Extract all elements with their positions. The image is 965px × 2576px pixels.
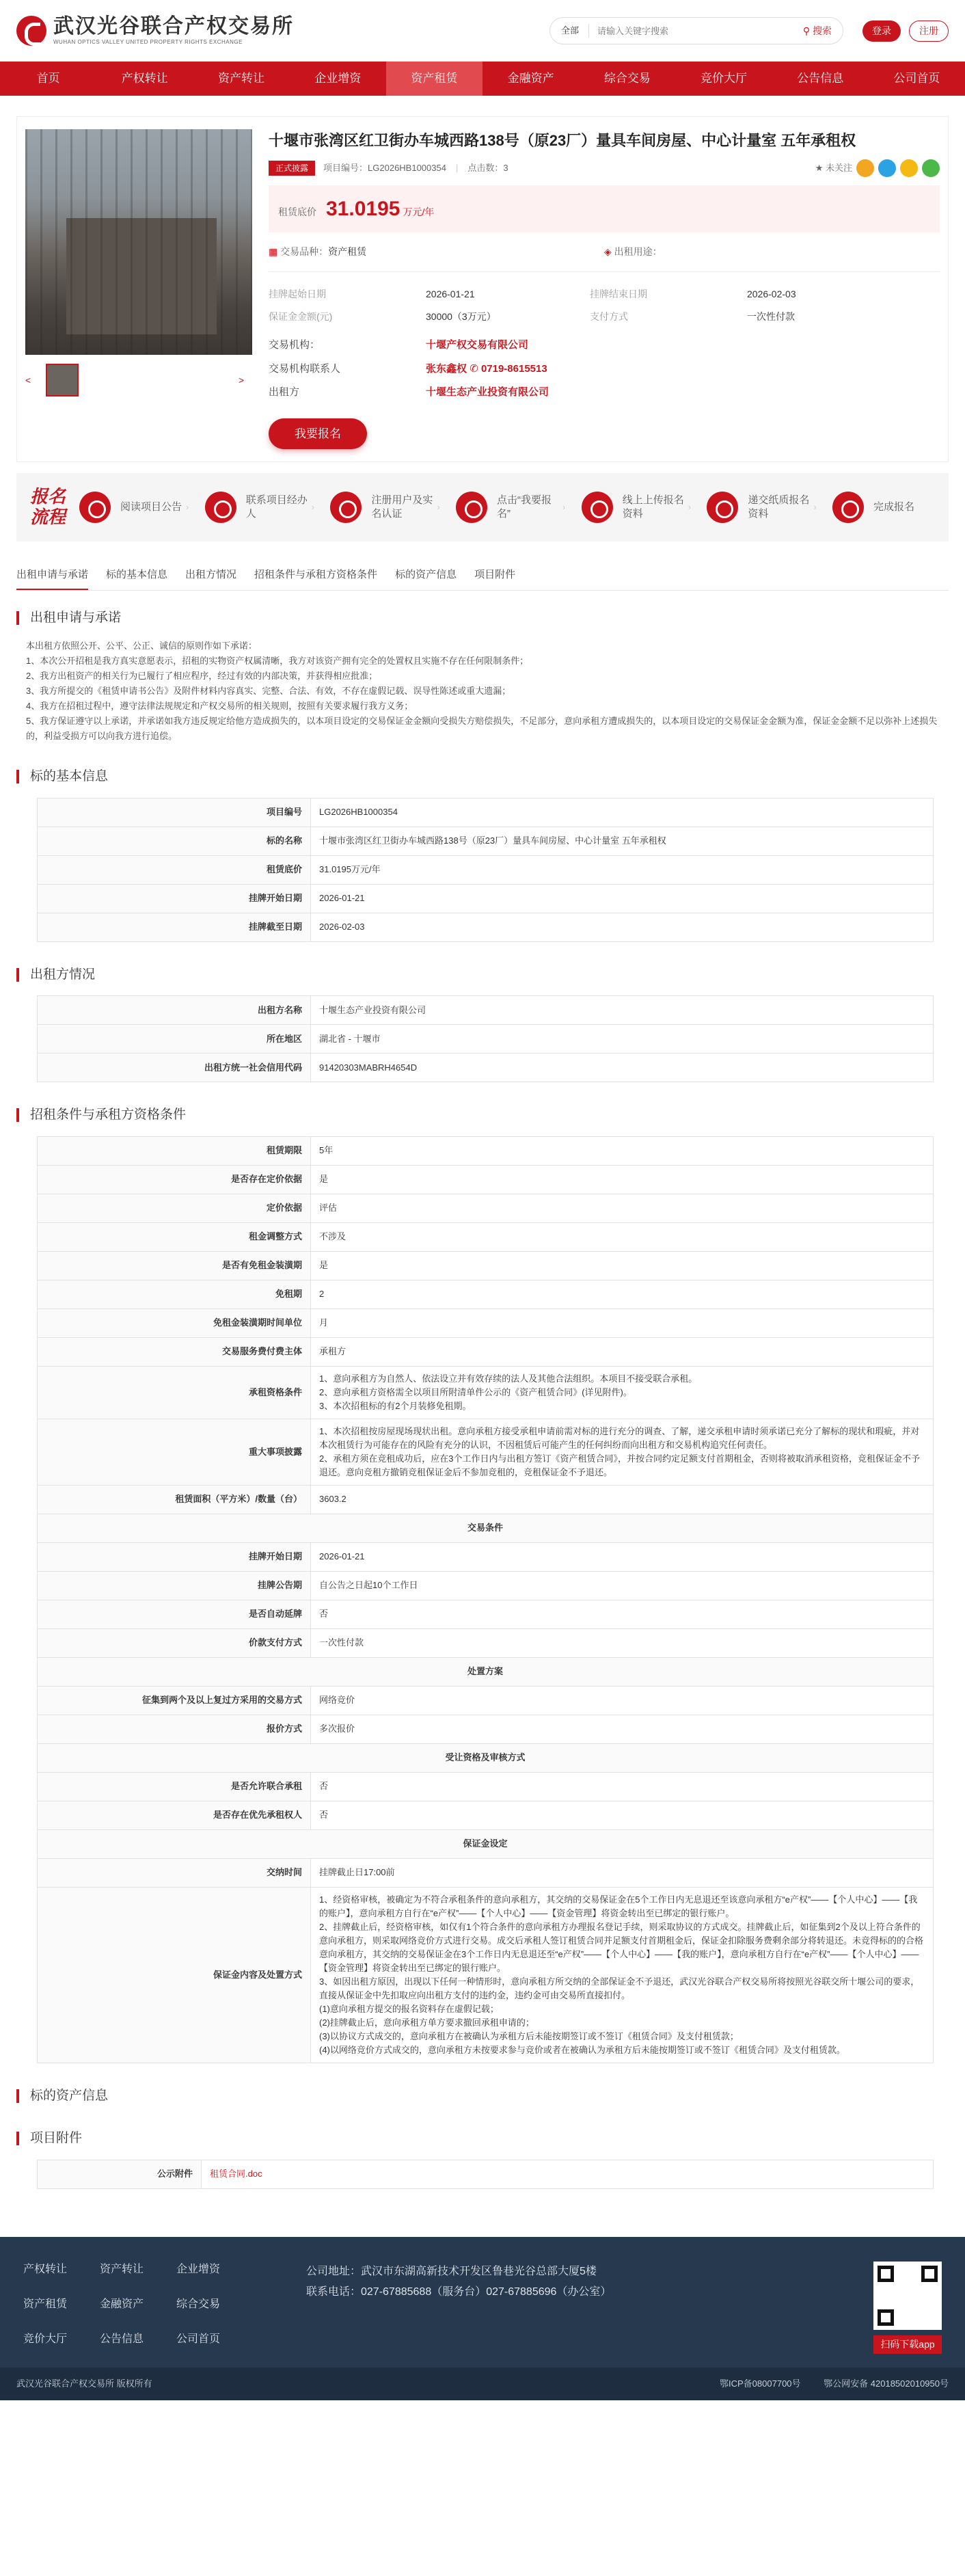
- price-label: 租赁底价: [278, 206, 316, 217]
- product-title: 十堰市张湾区红卫街办车城西路138号（原23厂）量具车间房屋、中心计量室 五年承租权: [269, 132, 856, 149]
- row-label: 挂牌公告期: [38, 1571, 311, 1600]
- section-title: 标的基本信息: [16, 767, 949, 787]
- nav-item-home[interactable]: 首页: [36, 72, 60, 85]
- table-group-row: [38, 1829, 934, 1858]
- check-icon: [832, 492, 864, 523]
- icp-link[interactable]: 鄂ICP备08007700号: [720, 2378, 801, 2389]
- contact-phone: 0719-8615513: [480, 362, 547, 375]
- attachments-section: [16, 2129, 949, 2189]
- row-label: 租赁底价: [38, 855, 311, 884]
- product-panel: [16, 116, 949, 462]
- signup-button[interactable]: 我要报名: [269, 418, 367, 450]
- contact-name: 张东鑫权: [426, 362, 467, 375]
- thumbnail-strip: [25, 355, 252, 405]
- section-title: 项目附件: [16, 2129, 949, 2149]
- footer-link[interactable]: 公司首页: [176, 2333, 221, 2345]
- next-arrow-icon[interactable]: >: [239, 374, 245, 386]
- table-row: [38, 1772, 934, 1801]
- table-row: [38, 996, 934, 1025]
- register-icon: [330, 492, 362, 523]
- table-row: [38, 1419, 934, 1485]
- flow-step-label: 联系项目经办人: [245, 494, 308, 520]
- table-row: [38, 1366, 934, 1419]
- nav-item-asset[interactable]: 资产转让: [218, 72, 264, 85]
- flow-step: [456, 492, 582, 523]
- row-label: 所在地区: [38, 1025, 311, 1054]
- footer-link[interactable]: 资产租赁: [23, 2298, 68, 2310]
- top-bar: [0, 0, 965, 62]
- row-value: 2: [311, 1280, 934, 1309]
- footer-link[interactable]: 企业增资: [176, 2263, 221, 2275]
- row-value: LG2026HB1000354: [311, 798, 934, 827]
- flow-step: [330, 492, 456, 523]
- share-qzone-icon[interactable]: [900, 159, 918, 177]
- row-label: 租赁面积（平方米）/数量（台）: [38, 1485, 311, 1514]
- footer-link[interactable]: 金融资产: [100, 2298, 144, 2310]
- row-value: 挂牌截止日17:00前: [311, 1858, 934, 1887]
- phone-icon: ✆: [470, 362, 478, 375]
- table-row: [38, 884, 934, 913]
- row-label: 保证金内容及处置方式: [38, 1887, 311, 2063]
- table-row: [38, 1715, 934, 1743]
- follow-button[interactable]: ★ 未关注: [815, 163, 852, 174]
- table-row: [38, 1337, 934, 1366]
- site-logo[interactable]: [16, 15, 294, 46]
- row-label: 是否存在定价依据: [38, 1165, 311, 1194]
- table-row: [38, 855, 934, 884]
- app-qr: [873, 2262, 942, 2354]
- lessor-section: [16, 965, 949, 1083]
- row-label: 是否自动延牌: [38, 1600, 311, 1628]
- logo-mark-icon: [16, 16, 46, 46]
- table-row: [38, 798, 934, 827]
- row-value: 否: [311, 1772, 934, 1801]
- conditions-table: [37, 1136, 934, 2063]
- row-value: 1、经资格审核，被确定为不符合承租条件的意向承租方，其交纳的交易保证金在5个工作日内无息退还至该意向承租方“e产权”——【个人中心】——【我的账户】，意向承租方自行在“e产权”——【个人中心】——【资金管理】将资金转出至已绑定的银行账户。 2、挂牌截止后，经资格审核，如仅有1个符合条件的意向承租方办理报名登记手续，则采取协议的方式成交。挂牌截止后，如征集到2个及以上符合条件的意向承租方，则采取网络竞价方式进行交易。成交后承租人签订租赁合同并足额支付首期租金后，保证金扣除服务费剩余部分将转退还。未竞得标的的合格意向承租方，其交纳的交易保证金在3个工作日内无息退还至“e产权”——【个人中心】——【我的账户】，意向承租方自行在“e产权”——【个人中心】——【资金管理】将资金转出至已绑定的银行账户。 3、如因出租方原因，出现以下任何一种情形时，意向承租方所交纳的全部保证金不予退还，武汉光谷联合产权交易所将按照光谷联交所十堰公司的要求，直接从保证金中先扣取应向出租方支付的违约金，违约金可由交易所直接扣付。 (1)意向承租方提交的报名资料存在虚假记载； (2)挂牌截止后，意向承租方单方要求撤回承租申请的； (3)以协议方式成交的，意向承租方在被确认为承租方后未能按期签订或不签订《租赁合同》及支付租赁款； (4)以网络竞价方式成交的，意向承租方未按要求参与竞价或者在被确认为承租方后未能按期签订或不签订《租赁合同》及支付租赁款。: [311, 1887, 934, 2063]
- nav-item-capital[interactable]: 企业增资: [314, 72, 362, 85]
- commitment-line: 2、我方出租资产的相关行为已履行了相应程序，经过有效的内部决策，并获得相应批准；: [26, 671, 378, 681]
- commitment-line: 1、本次公开招租是我方真实意愿表示，招租的实物资产权属清晰，我方对该资产拥有完全的处置权且实施不存在任何限制条件；: [26, 656, 529, 666]
- pay-label: 支付方式: [590, 311, 628, 322]
- row-value: 是: [311, 1165, 934, 1194]
- footer-link[interactable]: 竞价大厅: [23, 2333, 68, 2345]
- nav-item-bidding[interactable]: 竞价大厅: [701, 72, 748, 85]
- table-row: [38, 827, 934, 855]
- start-date-label: 挂牌起始日期: [269, 289, 326, 299]
- logo-subtitle: WUHAN OPTICS VALLEY UNITED PROPERTY RIGHTS EXCHANGE: [53, 39, 243, 45]
- row-value: 3603.2: [311, 1485, 934, 1514]
- row-label: 出租方名称: [38, 996, 311, 1025]
- row-value: 2026-01-21: [311, 884, 934, 913]
- row-value: 评估: [311, 1194, 934, 1222]
- table-row: [38, 1628, 934, 1657]
- asset-info-section: [16, 2087, 949, 2106]
- arrow-icon: ›: [186, 502, 189, 513]
- flow-step: [205, 492, 331, 523]
- tab-commitment[interactable]: 出租申请与承诺: [16, 562, 88, 590]
- tab-lessor[interactable]: 出租方情况: [185, 569, 237, 580]
- row-label: 是否存在优先承租权人: [38, 1801, 311, 1829]
- price-unit: 万元/年: [403, 206, 435, 217]
- row-value: 31.0195万元/年: [311, 855, 934, 884]
- table-row: [38, 1025, 934, 1054]
- row-label: 是否允许联合承租: [38, 1772, 311, 1801]
- row-label: 价款支付方式: [38, 1628, 311, 1657]
- row-value: 否: [311, 1801, 934, 1829]
- deposit: 30000（3万元）: [426, 311, 496, 322]
- table-row: [38, 1136, 934, 1165]
- commitment-line: 5、我方保证遵守以上承诺，并承诺如我方违反规定给他方造成损失的，以本项目设定的交易保证金金额向受损失方赔偿损失，不足部分，意向承租方遭成损失的，以本项目设定的交易保证金金额为准，保证金金额不足以弥补上述损失的，利益受损方可以向我方进行追偿。: [26, 716, 938, 741]
- flow-step: [832, 492, 935, 523]
- row-label: 公示附件: [38, 2160, 202, 2188]
- price-box: [269, 185, 940, 232]
- arrow-icon: ›: [813, 502, 817, 513]
- status-badge: 正式披露: [269, 161, 315, 176]
- search-box: [549, 17, 843, 44]
- download-app-button[interactable]: 扫码下载app: [873, 2335, 942, 2354]
- row-label: 交纳时间: [38, 1858, 311, 1887]
- share-weibo-icon[interactable]: [856, 159, 874, 177]
- upload-icon: [582, 492, 613, 523]
- row-label: 免租期: [38, 1280, 311, 1309]
- row-value: 十堰生态产业投资有限公司: [311, 996, 934, 1025]
- row-value: 1、本次招租按房屋现场现状出租。意向承租方接受承租申请前需对标的进行充分的调查、了解，递交承租申请时须承诺已充分了解标的现状和瑕疵，并对本次租赁行为可能存在的风险有充分的认识，不因租赁后可能产生的任何纠纷而向出租方和交易机构追究任何责任。 2、承租方须在竞租成功后，应在3个工作日内与出租方签订《资产租赁合同》，并按合同约定足额支付首期租金，否则将被取消承租资格，竞租保证金不予退还。意向竞租方撤销竞租保证金后不参加竞租的，竞租保证金不予退还。: [311, 1419, 934, 1485]
- row-label: 报价方式: [38, 1715, 311, 1743]
- trade-type-label: 交易品种：: [280, 246, 329, 257]
- end-date-label: 挂牌结束日期: [590, 289, 647, 299]
- lessor-label: 出租方: [269, 386, 300, 398]
- commitment-line: 3、我方所提交的《租赁申请书公告》及附件材料内容真实、完整、合法、有效，不存在虚假记载、误导性陈述或重大遗漏；: [26, 686, 511, 696]
- footer-links: [16, 2262, 265, 2354]
- contact-icon: [205, 492, 236, 523]
- trade-type: 资产租赁: [328, 246, 367, 257]
- arrow-icon: ›: [311, 502, 315, 513]
- table-row: [38, 913, 934, 941]
- main-nav: [0, 62, 965, 96]
- row-label: 承租资格条件: [38, 1366, 311, 1419]
- row-label: 重大事项披露: [38, 1419, 311, 1485]
- contact-label: 交易机构联系人: [269, 362, 341, 375]
- table-row: [38, 1485, 934, 1514]
- deposit-label: 保证金金额(元): [269, 311, 333, 322]
- row-label: 挂牌开始日期: [38, 884, 311, 913]
- row-label: 免租金装潢期时间单位: [38, 1309, 311, 1337]
- project-no-label: 项目编号：: [323, 163, 368, 174]
- table-row: [38, 1251, 934, 1280]
- read-icon: [79, 492, 111, 523]
- main-photo[interactable]: [25, 129, 252, 355]
- row-value: 91420303MABRH4654D: [311, 1054, 934, 1082]
- flow-step: [582, 492, 707, 523]
- police-link[interactable]: 鄂公网安备 42018502010950号: [824, 2378, 949, 2389]
- copyright-bar: [0, 2367, 965, 2400]
- arrow-icon: ›: [437, 502, 440, 513]
- row-label: 租金调整方式: [38, 1222, 311, 1251]
- nav-item-finance[interactable]: 金融资产: [507, 72, 554, 85]
- table-row: [38, 1801, 934, 1829]
- click-count: 点击数：3: [467, 163, 508, 174]
- search-scope-select[interactable]: 全部: [561, 24, 589, 38]
- footer-link[interactable]: 产权转让: [23, 2263, 68, 2275]
- nav-item-notice[interactable]: 公告信息: [797, 72, 844, 85]
- agency-label: 交易机构：: [269, 339, 321, 351]
- row-label: 挂牌截至日期: [38, 913, 311, 941]
- nav-item-company[interactable]: 公司首页: [893, 72, 940, 85]
- product-info: 十堰市张湾区红卫街办车城西路138号（原23厂）量具车间房屋、中心计量室 五年承租权 正式披露 项目编号： LG2026HB1000354 | 点击数：3 ★ 未关注 租赁底价 31.0195 万元/年 ▦ 交易品种：资产租赁 ◈ 出租用途： 挂牌起始日期 2026-01-21 挂牌结束日期 2026-02-03 保证金金额(元) 30000（3万元） 支付方式 一次性付款 交易机构： 十堰产权交易有限公司 交易机构联系人 张东鑫权 ✆ 0719-8615513 出租方 十堰生态产业投资有限公司 我要报名: [252, 129, 940, 449]
- row-value: 2026-01-21: [311, 1542, 934, 1571]
- table-row: [38, 1194, 934, 1222]
- commitment-line: 4、我方在招租过程中，遵守法律法规规定和产权交易所的相关规则，按照有关要求履行我方义务；: [26, 701, 413, 711]
- table-row: [38, 1858, 934, 1887]
- nav-item-equity[interactable]: 产权转让: [121, 72, 168, 85]
- footer-link[interactable]: 公告信息: [100, 2333, 144, 2345]
- share-qq-icon[interactable]: [878, 159, 896, 177]
- section-title: 招租条件与承租方资格条件: [16, 1105, 949, 1125]
- table-row: [38, 1054, 934, 1082]
- login-button[interactable]: 登录: [862, 21, 901, 42]
- share-wechat-icon[interactable]: [922, 159, 940, 177]
- lessor-use-label: 出租用途：: [614, 246, 662, 257]
- nav-item-comprehensive[interactable]: 综合交易: [603, 72, 651, 85]
- flow-step-label: 阅读项目公告: [120, 501, 182, 513]
- lessor-table: [37, 995, 934, 1082]
- row-label: 定价依据: [38, 1194, 311, 1222]
- nav-item-lease[interactable]: 资产租赁: [386, 62, 482, 96]
- trade-type-icon: ▦: [269, 246, 278, 257]
- tab-asset-info[interactable]: 标的资产信息: [395, 569, 457, 580]
- row-label: 交易服务费付费主体: [38, 1337, 311, 1366]
- row-value: 承租方: [311, 1337, 934, 1366]
- row-label: 是否有免租金装潢期: [38, 1251, 311, 1280]
- row-value: 网络竞价: [311, 1686, 934, 1715]
- row-label: 项目编号: [38, 798, 311, 827]
- row-value: 2026-02-03: [311, 913, 934, 941]
- table-row: [38, 1887, 934, 2063]
- project-no: LG2026HB1000354: [368, 163, 446, 174]
- search-button[interactable]: ⚲ 搜索: [802, 25, 832, 36]
- commitment-section: [16, 608, 949, 744]
- table-row: [38, 1571, 934, 1600]
- row-value: 一次性付款: [311, 1628, 934, 1657]
- tab-basic-info[interactable]: 标的基本信息: [106, 569, 168, 580]
- row-label: 挂牌开始日期: [38, 1542, 311, 1571]
- table-row: [38, 1309, 934, 1337]
- flow-step: [707, 492, 832, 523]
- register-button[interactable]: 注册: [909, 21, 949, 42]
- footer-address: 公司地址：武汉市东湖高新技术开发区鲁巷光谷总部大厦5楼: [306, 2265, 597, 2277]
- thumbnail[interactable]: [46, 364, 79, 397]
- start-date: 2026-01-21: [426, 289, 475, 299]
- follow-label: 未关注: [825, 163, 852, 174]
- table-row: [38, 1542, 934, 1571]
- row-value: 多次报价: [311, 1715, 934, 1743]
- row-value: 是: [311, 1251, 934, 1280]
- footer-link[interactable]: 综合交易: [176, 2298, 221, 2310]
- search-input[interactable]: [589, 18, 796, 43]
- price-value: 31.0195: [326, 198, 400, 220]
- table-row: [38, 1165, 934, 1194]
- table-group-row: [38, 1514, 934, 1542]
- pay-method: 一次性付款: [747, 311, 795, 322]
- footer: [0, 2237, 965, 2367]
- table-row: [38, 1222, 934, 1251]
- qr-code-icon: [873, 2262, 942, 2330]
- table-row: [38, 1686, 934, 1715]
- row-label: 标的名称: [38, 827, 311, 855]
- flow-step-label: 完成报名: [873, 501, 915, 513]
- group-heading: 保证金设定: [38, 1829, 934, 1858]
- commitment-line: 本出租方依照公开、公平、公正、诚信的原则作如下承诺：: [26, 641, 258, 651]
- flow-step: [79, 492, 205, 523]
- table-row: [38, 1600, 934, 1628]
- flow-step-label: 递交纸质报名资料: [748, 494, 810, 520]
- row-label: 租赁期限: [38, 1136, 311, 1165]
- copyright: 武汉光谷联合产权交易所 版权所有: [16, 2378, 152, 2389]
- attachment-link[interactable]: 租赁合同.doc: [210, 2169, 262, 2179]
- signup-flow: [16, 473, 949, 541]
- row-value: 1、意向承租方为自然人、依法设立并有效存续的法人及其他合法组织。本项目不接受联合承租。 2、意向承租方资格需全以项目所附清单件公示的《资产租赁合同》(详见附件)。 3、本次招租标的有2个月装修免租期。: [311, 1366, 934, 1419]
- flow-step-label: 点击“我要报名”: [497, 494, 552, 520]
- row-value: 自公告之日起10个工作日: [311, 1571, 934, 1600]
- table-row: [38, 2160, 934, 2188]
- tab-conditions[interactable]: 招租条件与承租方资格条件: [254, 569, 378, 580]
- image-gallery: [25, 129, 252, 449]
- end-date: 2026-02-03: [747, 289, 796, 299]
- group-heading: 处置方案: [38, 1657, 934, 1686]
- row-value: 湖北省 - 十堰市: [311, 1025, 934, 1054]
- agency: 十堰产权交易有限公司: [426, 339, 529, 351]
- row-value: 5年: [311, 1136, 934, 1165]
- attachments-table: [37, 2160, 934, 2189]
- conditions-section: [16, 1105, 949, 2063]
- group-heading: 受让资格及审核方式: [38, 1743, 934, 1772]
- basic-info-table: [37, 798, 934, 942]
- table-group-row: [38, 1657, 934, 1686]
- row-value: 十堰市张湾区红卫街办车城西路138号（原23厂）量具车间房屋、中心计量室 五年承租权: [311, 827, 934, 855]
- flow-title: 报名 流程: [30, 487, 66, 528]
- logo-title: 武汉光谷联合产权交易所: [53, 14, 294, 38]
- group-heading: 交易条件: [38, 1514, 934, 1542]
- row-label: 出租方统一社会信用代码: [38, 1054, 311, 1082]
- use-icon: ◈: [604, 246, 612, 257]
- table-group-row: [38, 1743, 934, 1772]
- tab-attachments[interactable]: 项目附件: [474, 569, 516, 580]
- footer-link[interactable]: 资产转让: [100, 2263, 144, 2275]
- arrow-icon: ›: [562, 502, 566, 513]
- flow-step-label: 线上上传报名资料: [622, 494, 684, 520]
- document-icon: [707, 492, 738, 523]
- row-value: 不涉及: [311, 1222, 934, 1251]
- section-title: 出租申请与承诺: [16, 608, 949, 628]
- row-label: 征集到两个及以上复过方采用的交易方式: [38, 1686, 311, 1715]
- table-row: [38, 1280, 934, 1309]
- search-button-label: 搜索: [813, 25, 832, 36]
- arrow-icon: ›: [688, 502, 692, 513]
- basic-info-section: [16, 767, 949, 942]
- prev-arrow-icon[interactable]: <: [25, 374, 31, 386]
- detail-tabs: [16, 562, 949, 591]
- click-icon: [456, 492, 487, 523]
- lessor-name: 十堰生态产业投资有限公司: [426, 386, 549, 398]
- flow-step-label: 注册用户及实名认证: [371, 494, 433, 520]
- section-title: 标的资产信息: [16, 2087, 949, 2106]
- footer-phone: 联系电话：027-67885688（服务台）027-67885696（办公室）: [306, 2285, 612, 2298]
- row-value: 月: [311, 1309, 934, 1337]
- section-title: 出租方情况: [16, 965, 949, 985]
- row-value: 否: [311, 1600, 934, 1628]
